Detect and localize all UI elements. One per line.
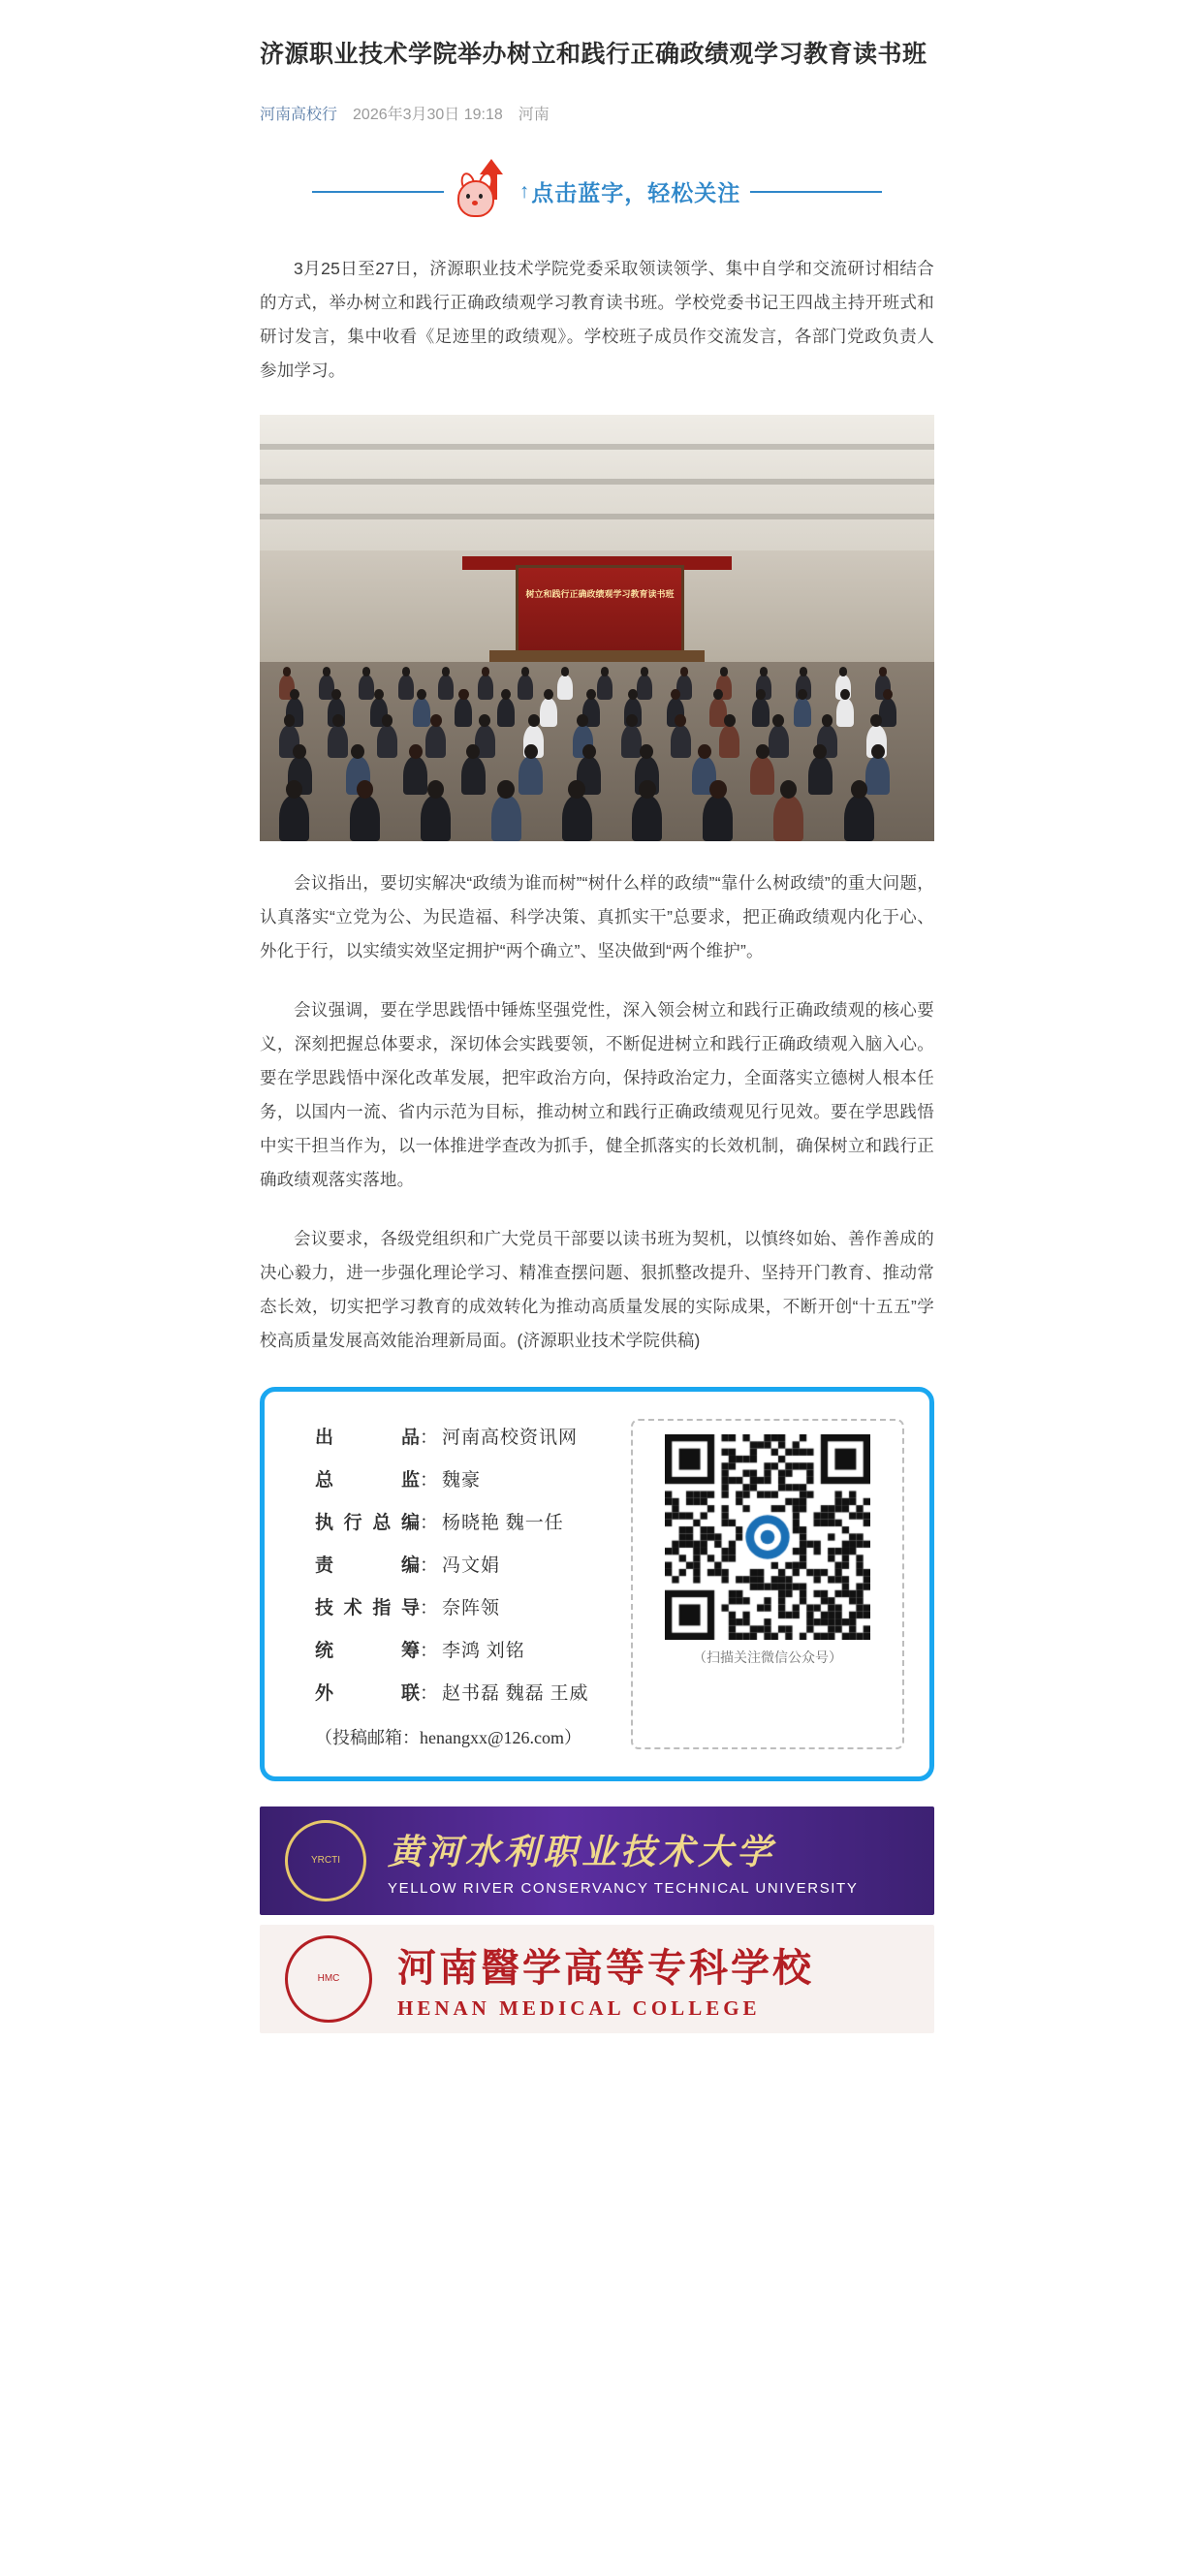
article-body <box>0 157 1194 2033</box>
qr-panel <box>631 1419 904 1749</box>
page-bottom-space <box>0 2033 1194 2576</box>
credit-row: 出品 ： 河南高校资讯网 <box>315 1423 621 1449</box>
credit-value: 魏豪 <box>442 1469 482 1491</box>
submission-email: （投稿邮箱：henangxx@126.com） <box>315 1727 582 1747</box>
credit-row: 责编 ： 冯文娟 <box>315 1551 621 1577</box>
paragraph-1: 3月25日至27日，济源职业技术学院党委采取领读领学、集中自学和交流研讨相结合的方式，举办树立和践行正确政绩观学习教育读书班。学校党委书记王四战主持开班式和研讨发言，集中收看《足迹里的政绩观》。学校班子成员作交流发言，各部门党政负责人参加学习。 <box>260 258 934 380</box>
hmc-name-cn: 河南醫学高等专科学校 <box>397 1945 814 1990</box>
article-meta <box>0 88 1194 124</box>
credit-value: 河南高校资讯网 <box>442 1427 579 1448</box>
yrcti-name-en: YELLOW RIVER CONSERVANCY TECHNICAL UNIVERSITY <box>388 1879 859 1897</box>
paragraph-3: 会议强调，要在学思践悟中锤炼坚强党性，深入领会树立和践行正确政绩观的核心要义，深刻把握总体要求，深切体会实践要领，不断促进树立和践行正确政绩观入脑入心。要在学思践悟中深化改革发展，把牢政治方向，保持政治定力，全面落实立德树人根本任务，以国内一流、省内示范为目标，推动树立和践行正确政绩观见行见效。要在学思践悟中实干担当作为，以一体推进学查改为抓手，健全抓落实的长效机制，确保树立和践行正确政绩观落实落地。 <box>260 999 934 1189</box>
hmc-name-en: HENAN MEDICAL COLLEGE <box>397 1995 761 2020</box>
up-arrow-icon: ↑ <box>518 179 530 203</box>
hmc-seal-icon: HMC <box>285 1935 372 2023</box>
qr-caption: （扫描关注微信公众号） <box>693 1649 842 1665</box>
credit-label: 执行总编 <box>315 1512 420 1533</box>
credit-value: 奈阵领 <box>442 1597 501 1618</box>
qr-code-icon[interactable] <box>665 1434 870 1640</box>
publish-location: 河南 <box>518 106 550 123</box>
credit-row: 总监 ： 魏豪 <box>315 1465 621 1492</box>
credit-label: 外联 <box>315 1682 420 1704</box>
paragraph-2: 会议指出，要切实解决“政绩为谁而树”“树什么样的政绩”“靠什么树政绩”的重大问题，认真落实“立党为公、为民造福、科学决策、真抓实干”总要求，把正确政绩观内化于心、外化于行，以实绩实效坚定拥护“两个确立”、坚决做到“两个维护”。 <box>260 872 934 960</box>
mascot-rabbit-icon <box>454 161 516 223</box>
yrcti-seal-icon: YRCTI <box>285 1820 366 1901</box>
credit-value: 李鸿 刘铭 <box>442 1640 525 1661</box>
credit-label: 统筹 <box>315 1640 420 1661</box>
follow-text[interactable]: 点击蓝字，轻松关注 <box>531 180 741 205</box>
credit-label: 出品 <box>315 1427 420 1448</box>
meeting-photo <box>260 415 934 841</box>
credit-label: 技术指导 <box>315 1597 420 1618</box>
credit-value: 赵书磊 魏磊 王威 <box>442 1682 589 1704</box>
credit-label: 责编 <box>315 1555 420 1576</box>
account-name[interactable]: 河南高校行 <box>260 106 338 123</box>
paragraph-4: 会议要求，各级党组织和广大党员干部要以读书班为契机，以慎终如始、善作善成的决心毅力，进一步强化理论学习、精准查摆问题、狠抓整改提升、坚持开门教育、推动常态长效，切实把学习教育的成效转化为推动高质量发展的实际成果，不断开创“十五五”学校高质量发展高效能治理新局面。(济源职业技术学院供稿) <box>260 1228 934 1350</box>
credit-value: 杨晓艳 魏一任 <box>442 1512 564 1533</box>
credit-value: 冯文娟 <box>442 1555 501 1576</box>
yrcti-name-cn: 黄河水利职业技术大学 <box>388 1832 776 1871</box>
divider-right <box>750 191 882 193</box>
logo-henan-medical-college <box>260 1925 934 2033</box>
credit-row: 技术指导 ： 奈阵领 <box>315 1593 621 1619</box>
credit-row: 统筹 ： 李鸿 刘铭 <box>315 1636 621 1662</box>
credit-label: 总监 <box>315 1469 420 1491</box>
credits-card <box>260 1387 934 1781</box>
logo-yellow-river-conservancy <box>260 1806 934 1915</box>
credits-list <box>290 1419 621 1749</box>
divider-left <box>312 191 444 193</box>
publish-date: 2026年3月30日 19:18 <box>353 106 503 123</box>
photo-screen-title: 树立和践行正确政绩观学习教育读书班 <box>525 588 675 599</box>
credit-row: 外联 ： 赵书磊 魏磊 王威 <box>315 1679 621 1705</box>
follow-banner[interactable] <box>260 157 934 227</box>
credit-row: 执行总编 ： 杨晓艳 魏一任 <box>315 1508 621 1534</box>
page-title: 济源职业技术学院举办树立和践行正确政绩观学习教育读书班 <box>260 40 927 68</box>
